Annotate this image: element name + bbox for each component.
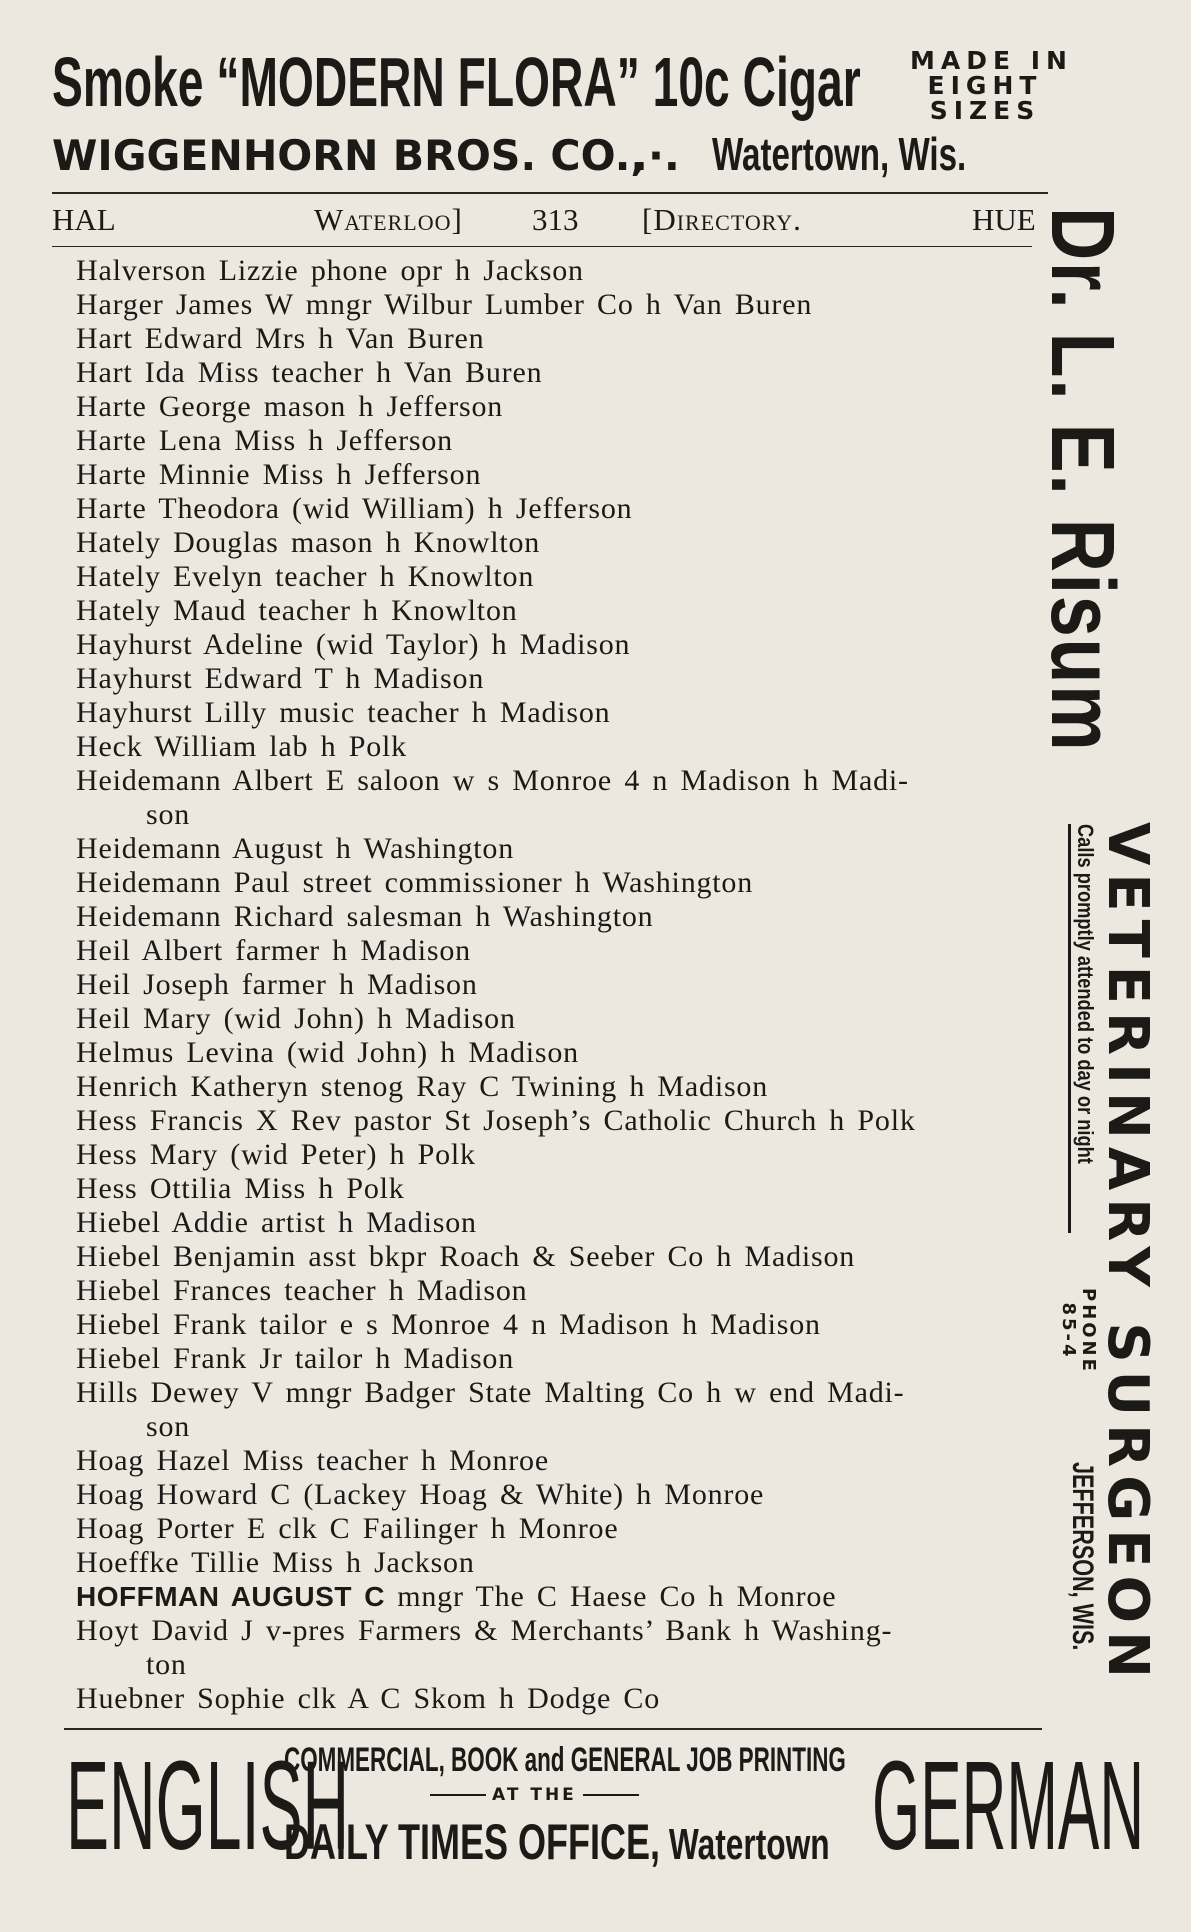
entry-text: Hoag Hazel Miss teacher h Monroe — [76, 1444, 549, 1477]
entry-text: Hately Douglas mason h Knowlton — [76, 526, 541, 559]
entry-text: Hayhurst Adeline (wid Taylor) h Madison — [76, 628, 631, 661]
header-right-guide: HUE — [972, 202, 1036, 237]
entry-text: Hills Dewey V mngr Badger State Malting Co h w end Madi- — [76, 1376, 905, 1409]
printing-ad-town: Watertown — [660, 1820, 830, 1869]
entry-bold-name: HOFFMAN AUGUST C — [76, 1581, 385, 1612]
entry-text: Hately Evelyn teacher h Knowlton — [76, 560, 535, 593]
entry-text: Hately Maud teacher h Knowlton — [76, 594, 518, 627]
entry-text: Hoag Howard C (Lackey Hoag & White) h Monroe — [76, 1478, 765, 1511]
entry-text: Hess Ottilia Miss h Polk — [76, 1172, 405, 1205]
entry-text: Harte George mason h Jefferson — [76, 390, 504, 423]
directory-entry — [76, 1342, 1046, 1376]
header-section: [Directory. — [642, 202, 802, 237]
side-ad-phone — [1058, 1288, 1098, 1374]
header-page-number: 313 — [532, 202, 579, 237]
entry-text: Harte Lena Miss h Jefferson — [76, 424, 453, 457]
side-ad-name: Dr. L. E. Risum — [1032, 207, 1132, 753]
printing-ad-office: DAILY TIMES OFFICE, — [284, 1814, 661, 1870]
directory-entry — [76, 696, 1046, 730]
directory-entry — [76, 934, 1046, 968]
printing-ad-line-2: AT THE — [424, 1780, 1004, 1810]
entry-text: Heil Albert farmer h Madison — [76, 934, 471, 967]
ad-company-line — [52, 130, 1062, 178]
directory-entry — [76, 1580, 1046, 1614]
entry-text: Hiebel Benjamin asst bkpr Roach & Seeber Co h Madison — [76, 1240, 856, 1273]
page-header — [52, 200, 1052, 240]
directory-entry — [76, 322, 1046, 356]
printing-ad-line-1: COMMERCIAL, BOOK and GENERAL JOB PRINTING — [284, 1741, 846, 1779]
directory-entry — [76, 526, 1046, 560]
directory-entry — [76, 390, 1046, 424]
directory-entry — [76, 1240, 1046, 1274]
directory-entry — [76, 1274, 1046, 1308]
directory-entry — [76, 764, 1046, 832]
ad-brand: “MODERN FLORA” — [216, 43, 640, 121]
entry-text: mngr The C Haese Co h Monroe — [384, 1580, 837, 1613]
directory-entry — [76, 560, 1046, 594]
entry-text: Hayhurst Edward T h Madison — [76, 662, 485, 695]
printing-ad-text — [284, 1740, 864, 1873]
entry-text: Heidemann August h Washington — [76, 832, 515, 865]
directory-entry — [76, 900, 1046, 934]
directory-entry — [76, 1104, 1046, 1138]
entry-text: Hoyt David J v-pres Farmers & Merchants’ Bank h Washing- — [76, 1614, 893, 1647]
directory-entry — [76, 628, 1046, 662]
directory-entry — [76, 1444, 1046, 1478]
entry-text: Heidemann Albert E saloon w s Monroe 4 n Madison h Madi- — [76, 764, 909, 797]
ad-smoke: Smoke — [52, 43, 204, 121]
entry-text: Harte Minnie Miss h Jefferson — [76, 458, 482, 491]
entry-text: Halverson Lizzie phone opr h Jackson — [76, 254, 584, 287]
directory-entry — [76, 1172, 1046, 1206]
directory-entry — [76, 1138, 1046, 1172]
header-left-guide: HAL — [52, 202, 116, 237]
ad-company: WIGGENHORN BROS. CO., — [52, 131, 646, 180]
entry-text: Hiebel Frank Jr tailor h Madison — [76, 1342, 515, 1375]
entry-continuation: son — [146, 798, 191, 831]
ad-word-english: ENGLISH — [66, 1735, 350, 1877]
printing-ad-line-3 — [284, 1814, 830, 1873]
entry-text: Henrich Katheryn stenog Ray C Twining h Madison — [76, 1070, 769, 1103]
directory-entry — [76, 254, 1046, 288]
entry-text: Hoag Porter E clk C Failinger h Monroe — [76, 1512, 619, 1545]
entry-continuation: son — [146, 1410, 191, 1443]
directory-entry — [76, 1478, 1046, 1512]
ad-separator: .·. — [632, 131, 680, 180]
entry-text: Heil Joseph farmer h Madison — [76, 968, 478, 1001]
directory-entry — [76, 424, 1046, 458]
ad-sizes-line-3: SIZES — [929, 96, 1041, 125]
entry-text: Heidemann Richard salesman h Washington — [76, 900, 654, 933]
directory-entry — [76, 458, 1046, 492]
bottom-divider — [64, 1728, 1042, 1730]
directory-entry — [76, 1002, 1046, 1036]
directory-entry — [76, 1308, 1046, 1342]
header-divider — [52, 246, 1032, 247]
ad-sizes-line-1: MADE IN — [910, 46, 1073, 75]
entry-text: Harger James W mngr Wilbur Lumber Co h Van Buren — [76, 288, 813, 321]
entry-continuation: ton — [146, 1648, 187, 1681]
entry-text: Hess Francis X Rev pastor St Joseph’s Catholic Church h Polk — [76, 1104, 916, 1137]
header-city: Waterloo] — [314, 202, 463, 237]
directory-entry — [76, 866, 1046, 900]
directory-entry — [76, 492, 1046, 526]
entry-text: Hoeffke Tillie Miss h Jackson — [76, 1546, 475, 1579]
directory-entry — [76, 832, 1046, 866]
entry-text: Hess Mary (wid Peter) h Polk — [76, 1138, 476, 1171]
entry-text: Heck William lab h Polk — [76, 730, 407, 763]
entry-text: Hart Edward Mrs h Van Buren — [76, 322, 485, 355]
top-divider — [52, 192, 1048, 194]
directory-entry — [76, 730, 1046, 764]
bottom-advertisement — [66, 1735, 1145, 1877]
cigar-ad-line — [52, 42, 861, 122]
side-ad-title: VETERINARY SURGEON — [1095, 822, 1160, 1686]
directory-entry — [76, 1070, 1046, 1104]
directory-entry — [76, 356, 1046, 390]
top-advertisement — [52, 42, 1073, 180]
side-ad-location: JEFFERSON, WIS. — [1066, 1462, 1099, 1651]
entry-text: Hart Ida Miss teacher h Van Buren — [76, 356, 543, 389]
ad-sizes-block — [910, 46, 1073, 125]
entry-text: Hayhurst Lilly music teacher h Madison — [76, 696, 611, 729]
directory-entry — [76, 1546, 1046, 1580]
entry-text: Heil Mary (wid John) h Madison — [76, 1002, 516, 1035]
directory-entry — [76, 968, 1046, 1002]
directory-entry — [76, 1682, 1046, 1716]
ad-word-german: GERMAN — [872, 1735, 1145, 1877]
directory-entries — [76, 254, 1046, 1716]
directory-entry — [76, 1512, 1046, 1546]
entry-text: Hiebel Frances teacher h Madison — [76, 1274, 528, 1307]
directory-entry — [76, 1376, 1046, 1444]
entry-text: Hiebel Frank tailor e s Monroe 4 n Madison h Madison — [76, 1308, 821, 1341]
entry-text: Harte Theodora (wid William) h Jefferson — [76, 492, 633, 525]
directory-entry — [76, 1036, 1046, 1070]
directory-entry — [76, 288, 1046, 322]
entry-text: Huebner Sophie clk A C Skom h Dodge Co — [76, 1682, 661, 1715]
entry-text: Hiebel Addie artist h Madison — [76, 1206, 477, 1239]
side-ad-calls: Calls promptly attended to day or night — [1068, 824, 1097, 1233]
ad-town: Watertown, Wis. — [712, 128, 967, 180]
entry-text: Helmus Levina (wid John) h Madison — [76, 1036, 579, 1069]
directory-entry — [76, 662, 1046, 696]
ad-sizes-line-2: EIGHT — [927, 71, 1043, 100]
side-ad-phone-number: 85-4 — [1058, 1302, 1079, 1360]
directory-entry — [76, 1206, 1046, 1240]
side-ad-phone-label: PHONE — [1078, 1288, 1099, 1374]
ad-price: 10c Cigar — [652, 43, 861, 121]
directory-entry — [76, 1614, 1046, 1682]
entry-text: Heidemann Paul street commissioner h Washington — [76, 866, 754, 899]
directory-entry — [76, 594, 1046, 628]
